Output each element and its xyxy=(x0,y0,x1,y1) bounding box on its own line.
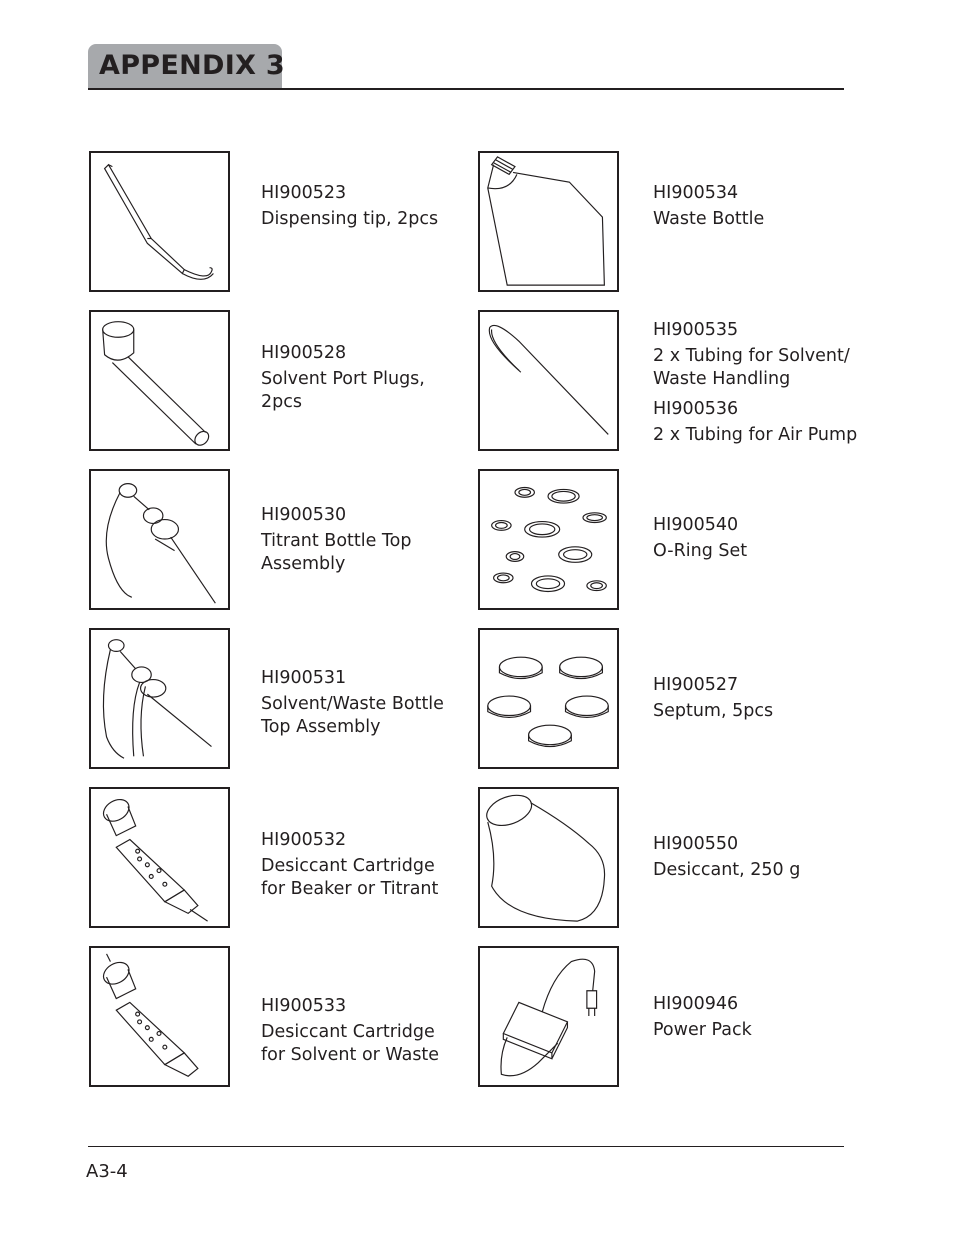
header-rule xyxy=(88,88,844,90)
item-description: Dispensing tip, 2pcs xyxy=(261,209,439,229)
item-description: Solvent/Waste Bottle Top Assembly xyxy=(261,694,444,737)
item-code: HI900536 xyxy=(653,399,739,419)
item-code: HI900550 xyxy=(653,834,739,854)
port-plug-image xyxy=(89,310,230,451)
item-code: HI900946 xyxy=(653,994,739,1014)
item-text xyxy=(653,992,853,1042)
item-text xyxy=(261,181,461,231)
item-code: HI900540 xyxy=(653,515,739,535)
footer-rule xyxy=(88,1146,844,1147)
item-description: Titrant Bottle Top Assembly xyxy=(261,531,412,574)
item-text xyxy=(653,513,853,563)
item-code: HI900534 xyxy=(653,183,739,203)
item-description: O-Ring Set xyxy=(653,541,748,561)
item-code: HI900533 xyxy=(261,996,347,1016)
item-text xyxy=(261,341,461,414)
item-code: HI900527 xyxy=(653,675,739,695)
item-text xyxy=(261,994,461,1067)
item-description: Desiccant Cartridge for Beaker or Titrant xyxy=(261,856,439,899)
item-text xyxy=(261,666,461,739)
titrant-top-image xyxy=(89,469,230,610)
item-text xyxy=(653,181,853,231)
item-description: Septum, 5pcs xyxy=(653,701,774,721)
septum-image xyxy=(478,628,619,769)
item-text xyxy=(261,828,461,901)
item-description: Desiccant, 250 g xyxy=(653,860,801,880)
item-description: 2 x Tubing for Solvent/ Waste Handling xyxy=(653,346,850,389)
item-code: HI900532 xyxy=(261,830,347,850)
page-number: A3-4 xyxy=(86,1161,128,1182)
item-code: HI900530 xyxy=(261,505,347,525)
power-pack-image xyxy=(478,946,619,1087)
desiccant-cartridge-solvent-image xyxy=(89,946,230,1087)
o-ring-set-image xyxy=(478,469,619,610)
item-code: HI900531 xyxy=(261,668,347,688)
item-code: HI900535 xyxy=(653,320,739,340)
desiccant-jar-image xyxy=(478,787,619,928)
solvent-top-image xyxy=(89,628,230,769)
item-text xyxy=(653,318,863,447)
item-code: HI900523 xyxy=(261,183,347,203)
item-text xyxy=(653,673,853,723)
tubing-image xyxy=(478,310,619,451)
waste-bottle-image xyxy=(478,151,619,292)
item-description: 2 x Tubing for Air Pump xyxy=(653,425,858,445)
desiccant-cartridge-beaker-image xyxy=(89,787,230,928)
item-text xyxy=(261,503,461,576)
item-description: Power Pack xyxy=(653,1020,752,1040)
page-title: APPENDIX 3 xyxy=(99,50,285,81)
dispensing-tip-image xyxy=(89,151,230,292)
item-description: Desiccant Cartridge for Solvent or Waste xyxy=(261,1022,440,1065)
item-code: HI900528 xyxy=(261,343,347,363)
item-description: Solvent Port Plugs, 2pcs xyxy=(261,369,425,412)
item-text xyxy=(653,832,853,882)
item-description: Waste Bottle xyxy=(653,209,765,229)
